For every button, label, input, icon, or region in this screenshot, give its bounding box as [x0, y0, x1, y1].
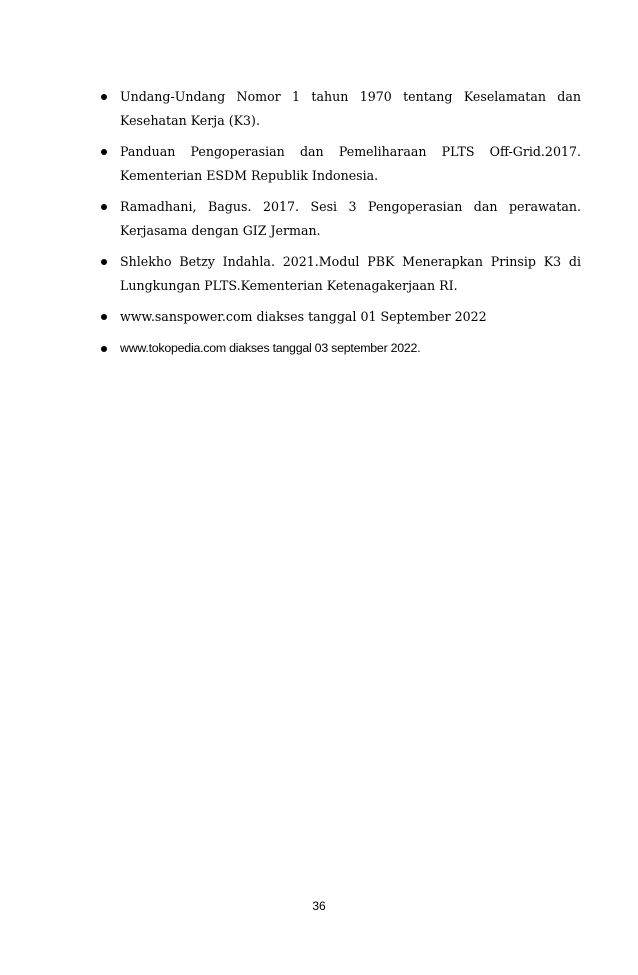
bullet-icon [101, 314, 107, 320]
reference-text: Panduan Pengoperasian dan Pemeliharaan PLTS Off-Grid.2017. Kementerian ESDM Republik Indonesia. [120, 144, 581, 183]
bullet-icon [101, 259, 107, 265]
page-number: 36 [312, 899, 326, 913]
reference-list [96, 85, 581, 368]
list-item [96, 250, 581, 297]
list-item [96, 337, 581, 361]
list-item [96, 305, 581, 329]
list-item [96, 195, 581, 242]
bullet-icon [101, 149, 107, 155]
bullet-icon [101, 346, 107, 352]
reference-text: Shlekho Betzy Indahla. 2021.Modul PBK Menerapkan Prinsip K3 di Lungkungan PLTS.Kementerian Ketenagakerjaan RI. [120, 254, 581, 293]
list-item [96, 140, 581, 187]
reference-text: www.tokopedia.com diakses tanggal 03 september 2022. [120, 340, 421, 355]
list-item [96, 85, 581, 132]
bullet-icon [101, 204, 107, 210]
bullet-icon [101, 94, 107, 100]
reference-text: Undang-Undang Nomor 1 tahun 1970 tentang Keselamatan dan Kesehatan Kerja (K3). [120, 89, 581, 128]
reference-text: Ramadhani, Bagus. 2017. Sesi 3 Pengoperasian dan perawatan. Kerjasama dengan GIZ Jerman. [120, 199, 581, 238]
reference-text: www.sanspower.com diakses tanggal 01 September 2022 [120, 309, 487, 324]
